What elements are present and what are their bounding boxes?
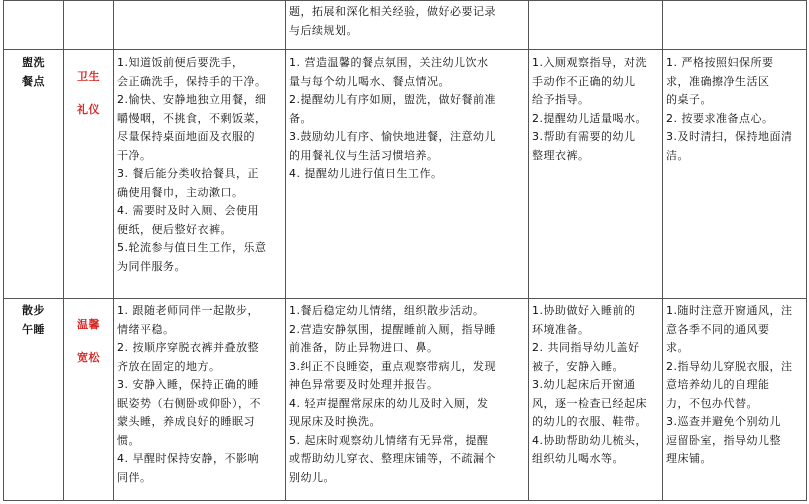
cell-line: 齐放在固定的地方。 [117, 359, 221, 373]
cell-line: 2. 按顺序穿脱衣裤并叠放整 [117, 341, 259, 354]
teacher-guidance-cell [286, 299, 529, 501]
cell-line: 1.协助做好入睡前的 [532, 304, 636, 317]
cell-line: 意各季不同的通风要 [666, 322, 770, 336]
cell-line: 3.鼓励幼儿有序、愉快地进餐，注意幼儿 [289, 130, 496, 143]
cell-line: 4. 早醒时保持安静，不影响 [117, 452, 259, 465]
cell-line: 环境准备。 [532, 322, 590, 336]
child-goals-cell [114, 1, 286, 50]
cell-line: 确使用餐巾，主动漱口。 [117, 185, 244, 199]
activity-cell [4, 299, 64, 501]
cell-line: 为同伴服务。 [117, 259, 186, 273]
activity-cell [4, 50, 64, 299]
cell-line: 量与每个幼儿喝水、餐点情况。 [289, 74, 450, 88]
cell-line: 干净。 [117, 148, 152, 162]
cell-line: 1.餐后稳定幼儿情绪，组织散步活动。 [289, 304, 485, 317]
focus-cell [64, 50, 114, 299]
cell-line: 2.愉快、安静地独立用餐，细 [117, 93, 267, 106]
daily-routine-table [3, 0, 807, 501]
caregiver-duties-cell [663, 299, 807, 501]
cell-line: 被子，安静入睡。 [532, 359, 624, 373]
cell-line: 情绪平稳。 [117, 322, 175, 336]
cell-line: 求，准确擦净生活区 [666, 74, 770, 88]
cell-line: 现尿床及时换洗。 [289, 415, 381, 428]
cell-line: 手动作不正确的幼儿 [532, 74, 636, 88]
cell-line: 2.提醒幼儿有序如厕，盥洗，做好餐前准 [289, 93, 496, 106]
cell-line: 整理衣裤。 [532, 148, 590, 162]
caregiver-duties-cell [663, 1, 807, 50]
cell-line: 求。 [666, 341, 689, 354]
cell-line: 2. 共同指导幼儿盖好 [532, 341, 640, 354]
cell-line: 题，拓展和深化相关经验，做好必要记录 [289, 5, 496, 18]
cell-line: 备。 [289, 111, 312, 125]
cell-line: 2. 按要求准备点心。 [666, 111, 774, 125]
cell-line: 的桌子。 [666, 93, 712, 106]
cell-line: 4. 提醒幼儿进行值日生工作。 [289, 167, 443, 180]
cell-line: 3. 安静入睡，保持正确的睡 [117, 378, 259, 391]
cell-line: 惯。 [117, 433, 140, 447]
cell-line: 3. 餐后能分类收拾餐具，正 [117, 167, 259, 180]
cell-line: 嚼慢咽，不挑食，不剩饭菜， [117, 111, 267, 125]
activity-label: 盥洗 [22, 56, 45, 69]
assistant-duties-cell [529, 299, 663, 501]
cell-line: 1. 营造温馨的餐点氛围，关注幼儿饮水 [289, 56, 489, 69]
activity-cell [4, 1, 64, 50]
assistant-duties-cell [529, 50, 663, 299]
cell-line: 4.协助帮助幼儿梳头， [532, 433, 647, 447]
cell-line: 别幼儿。 [289, 470, 335, 484]
cell-line: 3.及时清扫，保持地面清 [666, 130, 793, 143]
cell-line: 逗留卧室，指导幼儿整 [666, 433, 781, 447]
cell-line: 1.随时注意开窗通风，注 [666, 304, 793, 317]
activity-label: 午睡 [22, 322, 45, 336]
cell-line: 的用餐礼仪与生活习惯培养。 [289, 148, 439, 162]
cell-line: 与后续规划。 [289, 23, 358, 37]
cell-line: 神色异常要及时处理并报告。 [289, 378, 439, 391]
activity-label: 餐点 [22, 74, 45, 88]
cell-line: 同伴。 [117, 470, 152, 484]
cell-line: 1. 严格按照妇保所要 [666, 56, 774, 69]
cell-line: 3.纠正不良睡姿，重点观察带病儿，发现 [289, 359, 496, 373]
teacher-guidance-cell [286, 50, 529, 299]
cell-line: 5. 起床时观察幼儿情绪有无异常，提醒 [289, 433, 489, 447]
child-goals-cell [114, 299, 286, 501]
activity-label: 散步 [22, 304, 45, 317]
cell-line: 力，不包办代替。 [666, 396, 758, 410]
cell-line: 2.营造安静氛围，提醒睡前入厕，指导睡 [289, 322, 496, 336]
cell-line: 的幼儿的衣服、鞋带。 [532, 415, 647, 428]
cell-line: 或帮助幼儿穿衣、整理床铺等，不疏漏个 [289, 452, 496, 465]
cell-line: 前准备，防止异物进口、鼻。 [289, 341, 439, 354]
focus-label: 卫生 [77, 70, 100, 83]
cell-line: 尽量保持桌面地面及衣服的 [117, 130, 255, 143]
cell-line: 1. 跟随老师同伴一起散步， [117, 304, 259, 317]
cell-line: 1.知道饭前便后要洗手， [117, 56, 244, 69]
cell-line: 2.指导幼儿穿脱衣服，注 [666, 359, 793, 373]
assistant-duties-cell [529, 1, 663, 50]
cell-line: 洁。 [666, 148, 689, 162]
focus-label: 礼仪 [77, 102, 100, 116]
cell-line: 给予指导。 [532, 93, 590, 106]
cell-line: 4. 需要时及时入厕、会使用 [117, 204, 259, 217]
cell-line: 意培养幼儿的自理能 [666, 378, 770, 391]
cell-line: 3.幼儿起床后开窗通 [532, 378, 636, 391]
focus-cell [64, 299, 114, 501]
focus-cell [64, 1, 114, 50]
child-goals-cell [114, 50, 286, 299]
cell-line: 3.巡查并避免个别幼儿 [666, 415, 781, 428]
cell-line: 5.轮流参与值日生工作，乐意 [117, 241, 267, 254]
cell-line: 组织幼儿喝水等。 [532, 452, 624, 465]
cell-line: 3.帮助有需要的幼儿 [532, 130, 636, 143]
focus-label: 宽松 [77, 350, 100, 364]
focus-label: 温馨 [77, 318, 100, 331]
teacher-guidance-cell [286, 1, 529, 50]
caregiver-duties-cell [663, 50, 807, 299]
cell-line: 4. 轻声提醒常尿床的幼儿及时入厕，发 [289, 396, 489, 410]
cell-line: 理床铺。 [666, 452, 712, 465]
cell-line: 1.入厕观察指导，对洗 [532, 56, 647, 69]
table-row-previous [4, 1, 807, 50]
table-row-washing-meals [4, 50, 807, 299]
cell-line: 便纸，便后整好衣裤。 [117, 222, 232, 236]
table-row-walk-nap [4, 299, 807, 501]
cell-line: 蒙头睡，养成良好的睡眠习 [117, 415, 255, 428]
cell-line: 2.提醒幼儿适量喝水。 [532, 111, 647, 125]
cell-line: 眠姿势（右侧卧或仰卧），不 [117, 396, 261, 410]
cell-line: 风，逐一检查已经起床 [532, 396, 647, 410]
cell-line: 会正确洗手，保持手的干净。 [117, 74, 267, 88]
